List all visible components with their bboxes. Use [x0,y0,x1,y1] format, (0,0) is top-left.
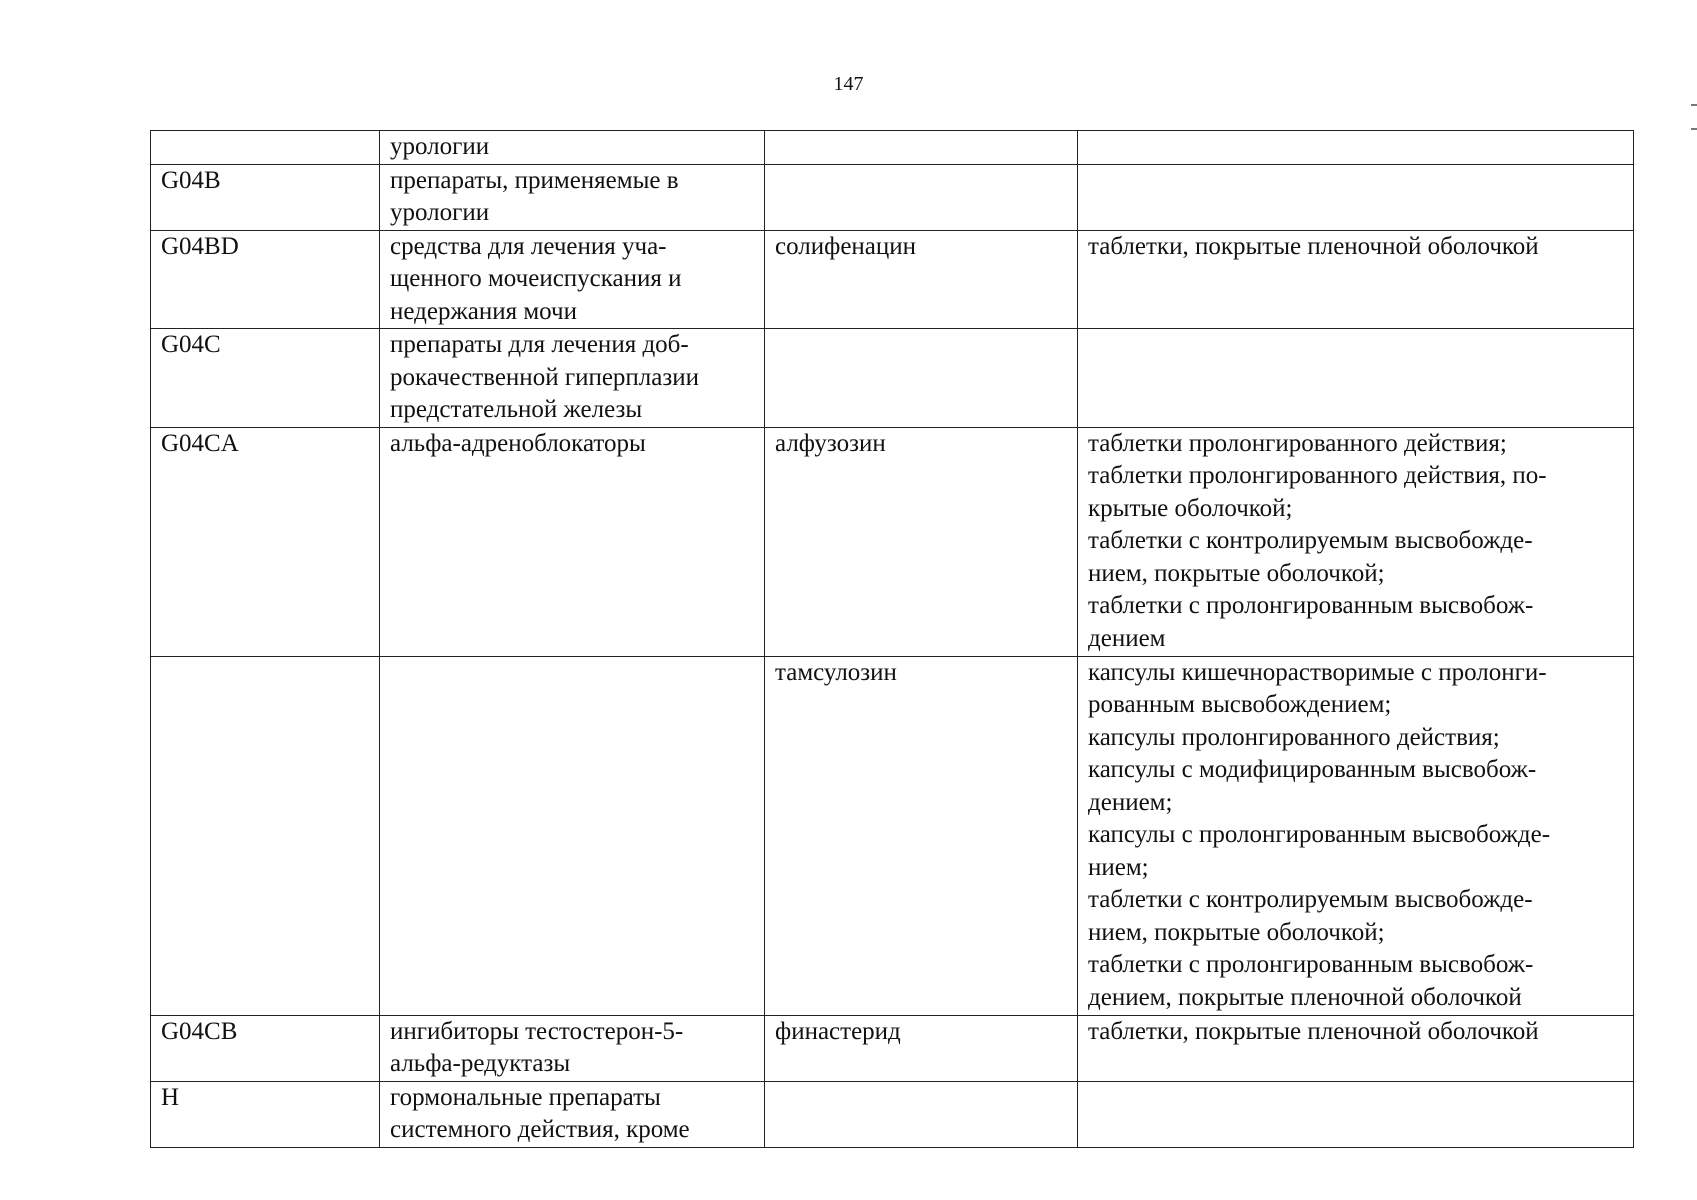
group-name-cell: средства для лечения уча- щенного мочеиспускания и недержания мочи [380,230,765,329]
table-row [151,656,1634,1015]
group-name-cell: препараты, применяемые в урологии [380,164,765,230]
substance-cell [765,164,1078,230]
group-name-cell: ингибиторы тестостерон-5- альфа-редуктазы [380,1015,765,1081]
dosage-forms-cell: капсулы кишечнорастворимые с пролонги- рованным высвобождением; капсулы пролонгированного действия; капсулы с модифицированным высвобож- дением; капсулы с пролонгированным высвобожде- нием; таблетки с контролируемым высвобожде- нием, покрытые оболочкой; таблетки с пролонгированным высвобож- дением, покрытые пленочной оболочкой [1078,656,1634,1015]
group-name-cell: урологии [380,131,765,165]
dosage-forms-cell: таблетки, покрытые пленочной оболочкой [1078,230,1634,329]
group-name-cell: альфа-адреноблокаторы [380,427,765,656]
dosage-forms-cell [1078,164,1634,230]
page-number: 147 [833,73,864,95]
dosage-forms-cell [1078,329,1634,428]
substance-cell: тамсулозин [765,656,1078,1015]
group-name-cell: препараты для лечения доб- рокачественной гиперплазии предстательной железы [380,329,765,428]
atc-code-cell [151,131,380,165]
table-row [151,1015,1634,1081]
atc-code-cell: G04C [151,329,380,428]
table-row [151,131,1634,165]
table-row [151,427,1634,656]
table-row [151,1081,1634,1147]
atc-code-cell: G04CA [151,427,380,656]
group-name-cell [380,656,765,1015]
scan-edge-mark [1691,104,1697,130]
substance-cell: финастерид [765,1015,1078,1081]
table-row [151,329,1634,428]
table-row [151,230,1634,329]
substance-cell [765,131,1078,165]
dosage-forms-cell: таблетки, покрытые пленочной оболочкой [1078,1015,1634,1081]
drug-classification-table [150,130,1634,1148]
dosage-forms-cell [1078,1081,1634,1147]
substance-cell [765,329,1078,428]
dosage-forms-cell: таблетки пролонгированного действия; таблетки пролонгированного действия, по- крытые оболочкой; таблетки с контролируемым высвобожде- нием, покрытые оболочкой; таблетки с пролонгированным высвобож- дением [1078,427,1634,656]
atc-code-cell: G04BD [151,230,380,329]
atc-code-cell: H [151,1081,380,1147]
atc-code-cell: G04B [151,164,380,230]
substance-cell: солифенацин [765,230,1078,329]
atc-code-cell: G04CB [151,1015,380,1081]
dosage-forms-cell [1078,131,1634,165]
atc-code-cell [151,656,380,1015]
group-name-cell: гормональные препараты системного действия, кроме [380,1081,765,1147]
table-row [151,164,1634,230]
substance-cell: алфузозин [765,427,1078,656]
substance-cell [765,1081,1078,1147]
